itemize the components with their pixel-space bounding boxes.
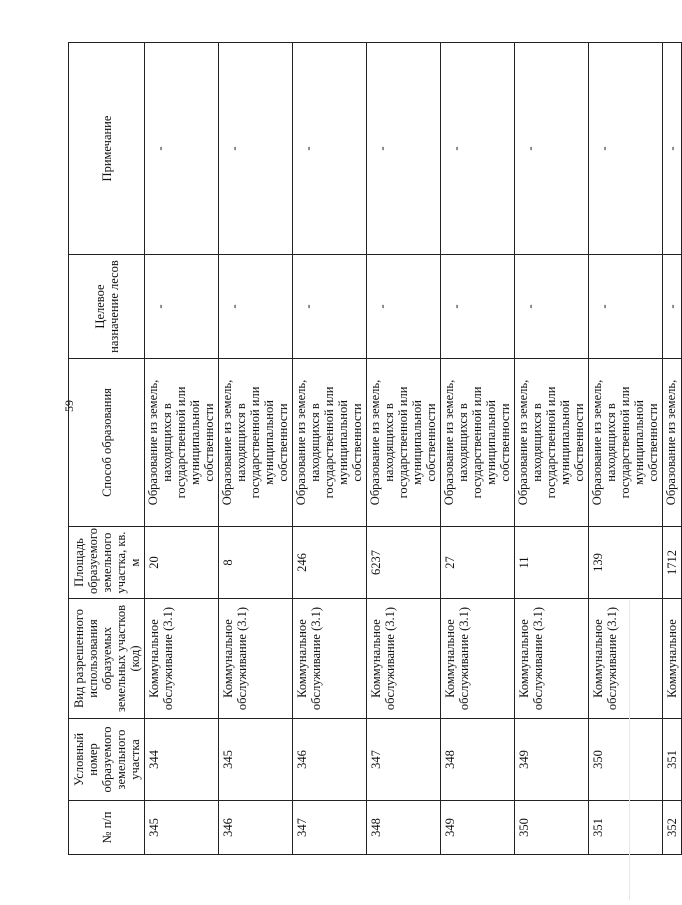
table-row bbox=[293, 43, 367, 855]
cell-area: 139 bbox=[589, 527, 663, 599]
cell-note: - bbox=[515, 43, 589, 255]
cell-forest-purpose: - bbox=[663, 255, 682, 359]
cell-note: - bbox=[145, 43, 219, 255]
cell-method: Образование из земель, находящихся в государственной или муниципальной собственности bbox=[219, 359, 293, 527]
cell-forest-purpose: - bbox=[367, 255, 441, 359]
cell-forest-purpose: - bbox=[441, 255, 515, 359]
cell-method: Образование из земель, находящихся в государственной или муниципальной собственности bbox=[441, 359, 515, 527]
cell-num: 348 bbox=[367, 801, 441, 855]
cell-conditional-number: 347 bbox=[367, 719, 441, 801]
cell-method: Образование из земель, bbox=[663, 359, 682, 527]
cell-area: 11 bbox=[515, 527, 589, 599]
cell-method: Образование из земель, находящихся в государственной или муниципальной собственности bbox=[589, 359, 663, 527]
cell-permitted-use: Коммунальное обслуживание (3.1) bbox=[441, 599, 515, 719]
cell-note: - bbox=[367, 43, 441, 255]
cell-note: - bbox=[441, 43, 515, 255]
cell-area: 1712 bbox=[663, 527, 682, 599]
cell-num: 351 bbox=[589, 801, 663, 855]
header-num: № п/п bbox=[69, 801, 145, 855]
land-plots-table-sheet bbox=[68, 43, 679, 855]
cell-method: Образование из земель, находящихся в государственной или муниципальной собственности bbox=[293, 359, 367, 527]
cell-method: Образование из земель, находящихся в государственной или муниципальной собственности bbox=[145, 359, 219, 527]
cell-conditional-number: 344 bbox=[145, 719, 219, 801]
page-number: 59 bbox=[62, 400, 76, 412]
header-permitted-use: Вид разрешенного использования образуемых земельных участков (код) bbox=[69, 599, 145, 719]
cell-forest-purpose: - bbox=[145, 255, 219, 359]
cell-num: 347 bbox=[293, 801, 367, 855]
cell-permitted-use: Коммунальное обслуживание (3.1) bbox=[589, 599, 663, 719]
cell-forest-purpose: - bbox=[515, 255, 589, 359]
cell-conditional-number: 348 bbox=[441, 719, 515, 801]
cell-conditional-number: 346 bbox=[293, 719, 367, 801]
cell-permitted-use: Коммунальное обслуживание (3.1) bbox=[367, 599, 441, 719]
cell-forest-purpose: - bbox=[589, 255, 663, 359]
cell-forest-purpose: - bbox=[293, 255, 367, 359]
cell-note: - bbox=[293, 43, 367, 255]
cell-area: 246 bbox=[293, 527, 367, 599]
header-forest-purpose: Целевое назначение лесов bbox=[69, 255, 145, 359]
land-plots-table bbox=[68, 42, 682, 855]
cell-area: 6237 bbox=[367, 527, 441, 599]
cell-area: 20 bbox=[145, 527, 219, 599]
cell-area: 8 bbox=[219, 527, 293, 599]
cell-forest-purpose: - bbox=[219, 255, 293, 359]
table-row bbox=[515, 43, 589, 855]
cell-permitted-use: Коммунальное обслуживание (3.1) bbox=[219, 599, 293, 719]
header-conditional-number: Условный номер образуемого земельного участка bbox=[69, 719, 145, 801]
cell-area: 27 bbox=[441, 527, 515, 599]
cell-permitted-use: Коммунальное обслуживание (3.1) bbox=[515, 599, 589, 719]
cell-conditional-number: 349 bbox=[515, 719, 589, 801]
table-row bbox=[441, 43, 515, 855]
cell-conditional-number: 345 bbox=[219, 719, 293, 801]
table-row bbox=[145, 43, 219, 855]
cell-note: - bbox=[589, 43, 663, 255]
cell-conditional-number: 351 bbox=[663, 719, 682, 801]
table-header-row bbox=[69, 43, 145, 855]
cell-num: 346 bbox=[219, 801, 293, 855]
cell-num: 349 bbox=[441, 801, 515, 855]
table-row bbox=[589, 43, 663, 855]
cell-permitted-use: Коммунальное bbox=[663, 599, 682, 719]
cell-permitted-use: Коммунальное обслуживание (3.1) bbox=[293, 599, 367, 719]
header-area: Площадь образуемого земельного участка, кв. м bbox=[69, 527, 145, 599]
cell-conditional-number: 350 bbox=[589, 719, 663, 801]
cell-method: Образование из земель, находящихся в государственной или муниципальной собственности bbox=[515, 359, 589, 527]
table-row bbox=[219, 43, 293, 855]
cell-note: - bbox=[219, 43, 293, 255]
header-note: Примечание bbox=[69, 43, 145, 255]
cell-permitted-use: Коммунальное обслуживание (3.1) bbox=[145, 599, 219, 719]
cell-num: 345 bbox=[145, 801, 219, 855]
cell-method: Образование из земель, находящихся в государственной или муниципальной собственности bbox=[367, 359, 441, 527]
table-row bbox=[663, 43, 682, 855]
cell-num: 350 bbox=[515, 801, 589, 855]
cell-num: 352 bbox=[663, 801, 682, 855]
scan-edge-mark bbox=[629, 600, 630, 900]
cell-note: - bbox=[663, 43, 682, 255]
table-row bbox=[367, 43, 441, 855]
header-method: Способ образования bbox=[69, 359, 145, 527]
